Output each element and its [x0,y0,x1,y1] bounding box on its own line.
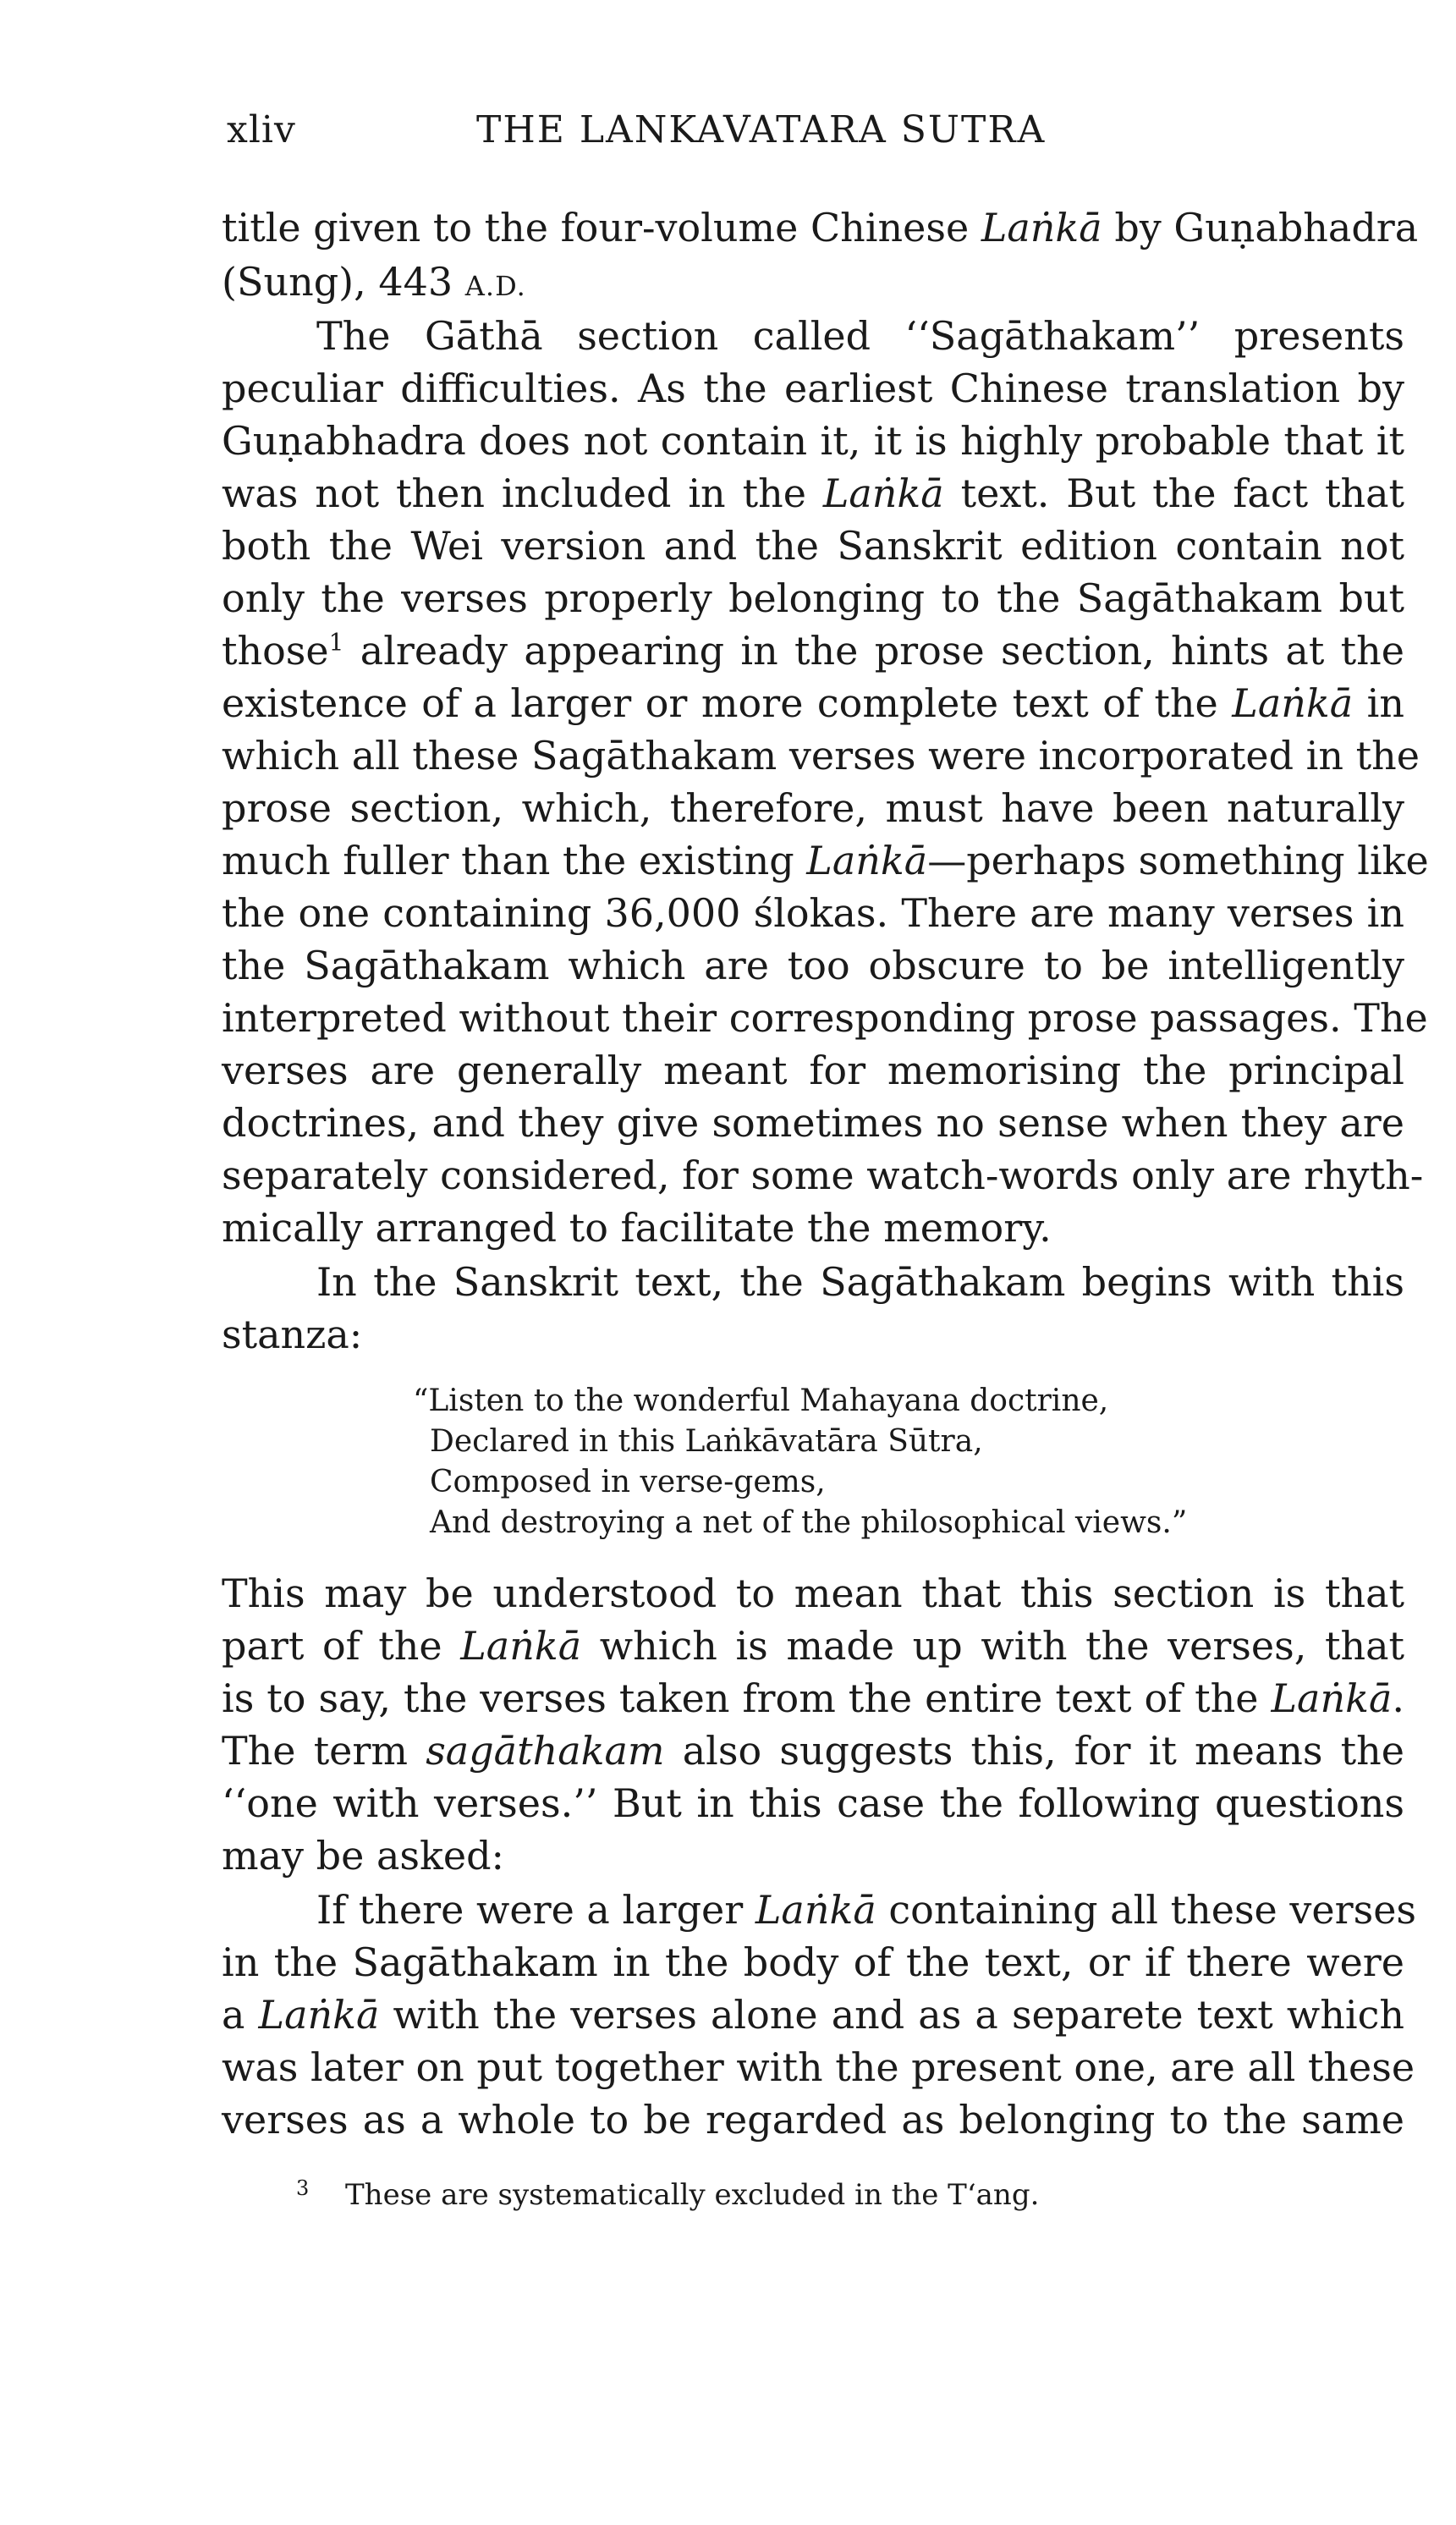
text-line: In the Sanskrit text, the Sagāthakam begins with this [316,1259,1404,1305]
text-line: those$^1$ already appearing in the prose section, hints at the [222,628,1404,674]
text-line: This may be understood to mean that this section is that [222,1571,1404,1616]
text-line: part of the Laṅkā which is made up with the verses, that [222,1623,1404,1669]
text-line: which all these Sagāthakam verses were incorporated in the [222,733,1420,778]
text-line: both the Wei version and the Sanskrit edition contain not [222,523,1404,569]
text-line: was not then included in the Laṅkā text. But the fact that [222,470,1404,516]
text-line: stanza: [222,1312,363,1357]
text-line: interpreted without their corresponding prose passages. The [222,995,1428,1041]
text-line: doctrines, and they give sometimes no sense when they are [222,1100,1404,1146]
footnote-text: These are systematically excluded in the T‘ang. [345,2178,1040,2212]
verse-line: “Listen to the wonderful Mahayana doctrine, [413,1384,1109,1418]
page-number: xliv [227,108,296,151]
text-line: (Sung), 443 A.D. [222,259,526,305]
text-line: title given to the four-volume Chinese Laṅkā by Guṇabhadra [222,205,1419,250]
text-line: may be asked: [222,1833,505,1879]
running-head [227,108,1411,159]
text-line: existence of a larger or more complete text of the Laṅkā in [222,680,1405,726]
text-line: much fuller than the existing Laṅkā—perhaps something like [222,838,1429,883]
verse-line: Composed in verse-gems, [430,1465,826,1499]
text-line: mically arranged to facilitate the memory. [222,1205,1052,1251]
text-line: ‘‘one with verses.’’ But in this case the following questions [222,1780,1404,1826]
text-line: The Gāthā section called ‘‘Sagāthakam’’ presents [316,313,1404,359]
text-line: the one containing 36,000 ślokas. There are many verses in [222,890,1404,936]
text-line: in the Sagāthakam in the body of the text, or if there were [222,1939,1404,1985]
text-line: prose section, which, therefore, must have been naturally [222,785,1404,831]
text-line: If there were a larger Laṅkā containing all these verses [316,1887,1417,1933]
text-line: verses as a whole to be regarded as belonging to the same [222,2097,1404,2143]
text-line: peculiar difficulties. As the earliest Chinese translation by [222,366,1404,411]
footnote-reference: 1 [328,628,344,657]
running-title: THE LANKAVATARA SUTRA [476,108,1047,151]
footnote-marker: 3 [296,2176,310,2200]
text-line: verses are generally meant for memorising the principal [222,1048,1404,1093]
verse-line: Declared in this Laṅkāvatāra Sūtra, [430,1424,983,1459]
text-line: Guṇabhadra does not contain it, it is highly probable that it [222,418,1404,464]
text-line: is to say, the verses taken from the entire text of the Laṅkā. [222,1675,1404,1721]
text-line: only the verses properly belonging to the Sagāthakam but [222,575,1404,621]
verse-line: And destroying a net of the philosophical views.” [430,1505,1188,1540]
text-line: was later on put together with the present one, are all these [222,2044,1415,2090]
text-line: a Laṅkā with the verses alone and as a separete text which [222,1992,1404,2038]
text-line: The term sagāthakam also suggests this, for it means the [222,1728,1404,1774]
text-line: the Sagāthakam which are too obscure to be intelligently [222,943,1404,988]
text-line: separately considered, for some watch-words only are rhyth- [222,1152,1424,1198]
